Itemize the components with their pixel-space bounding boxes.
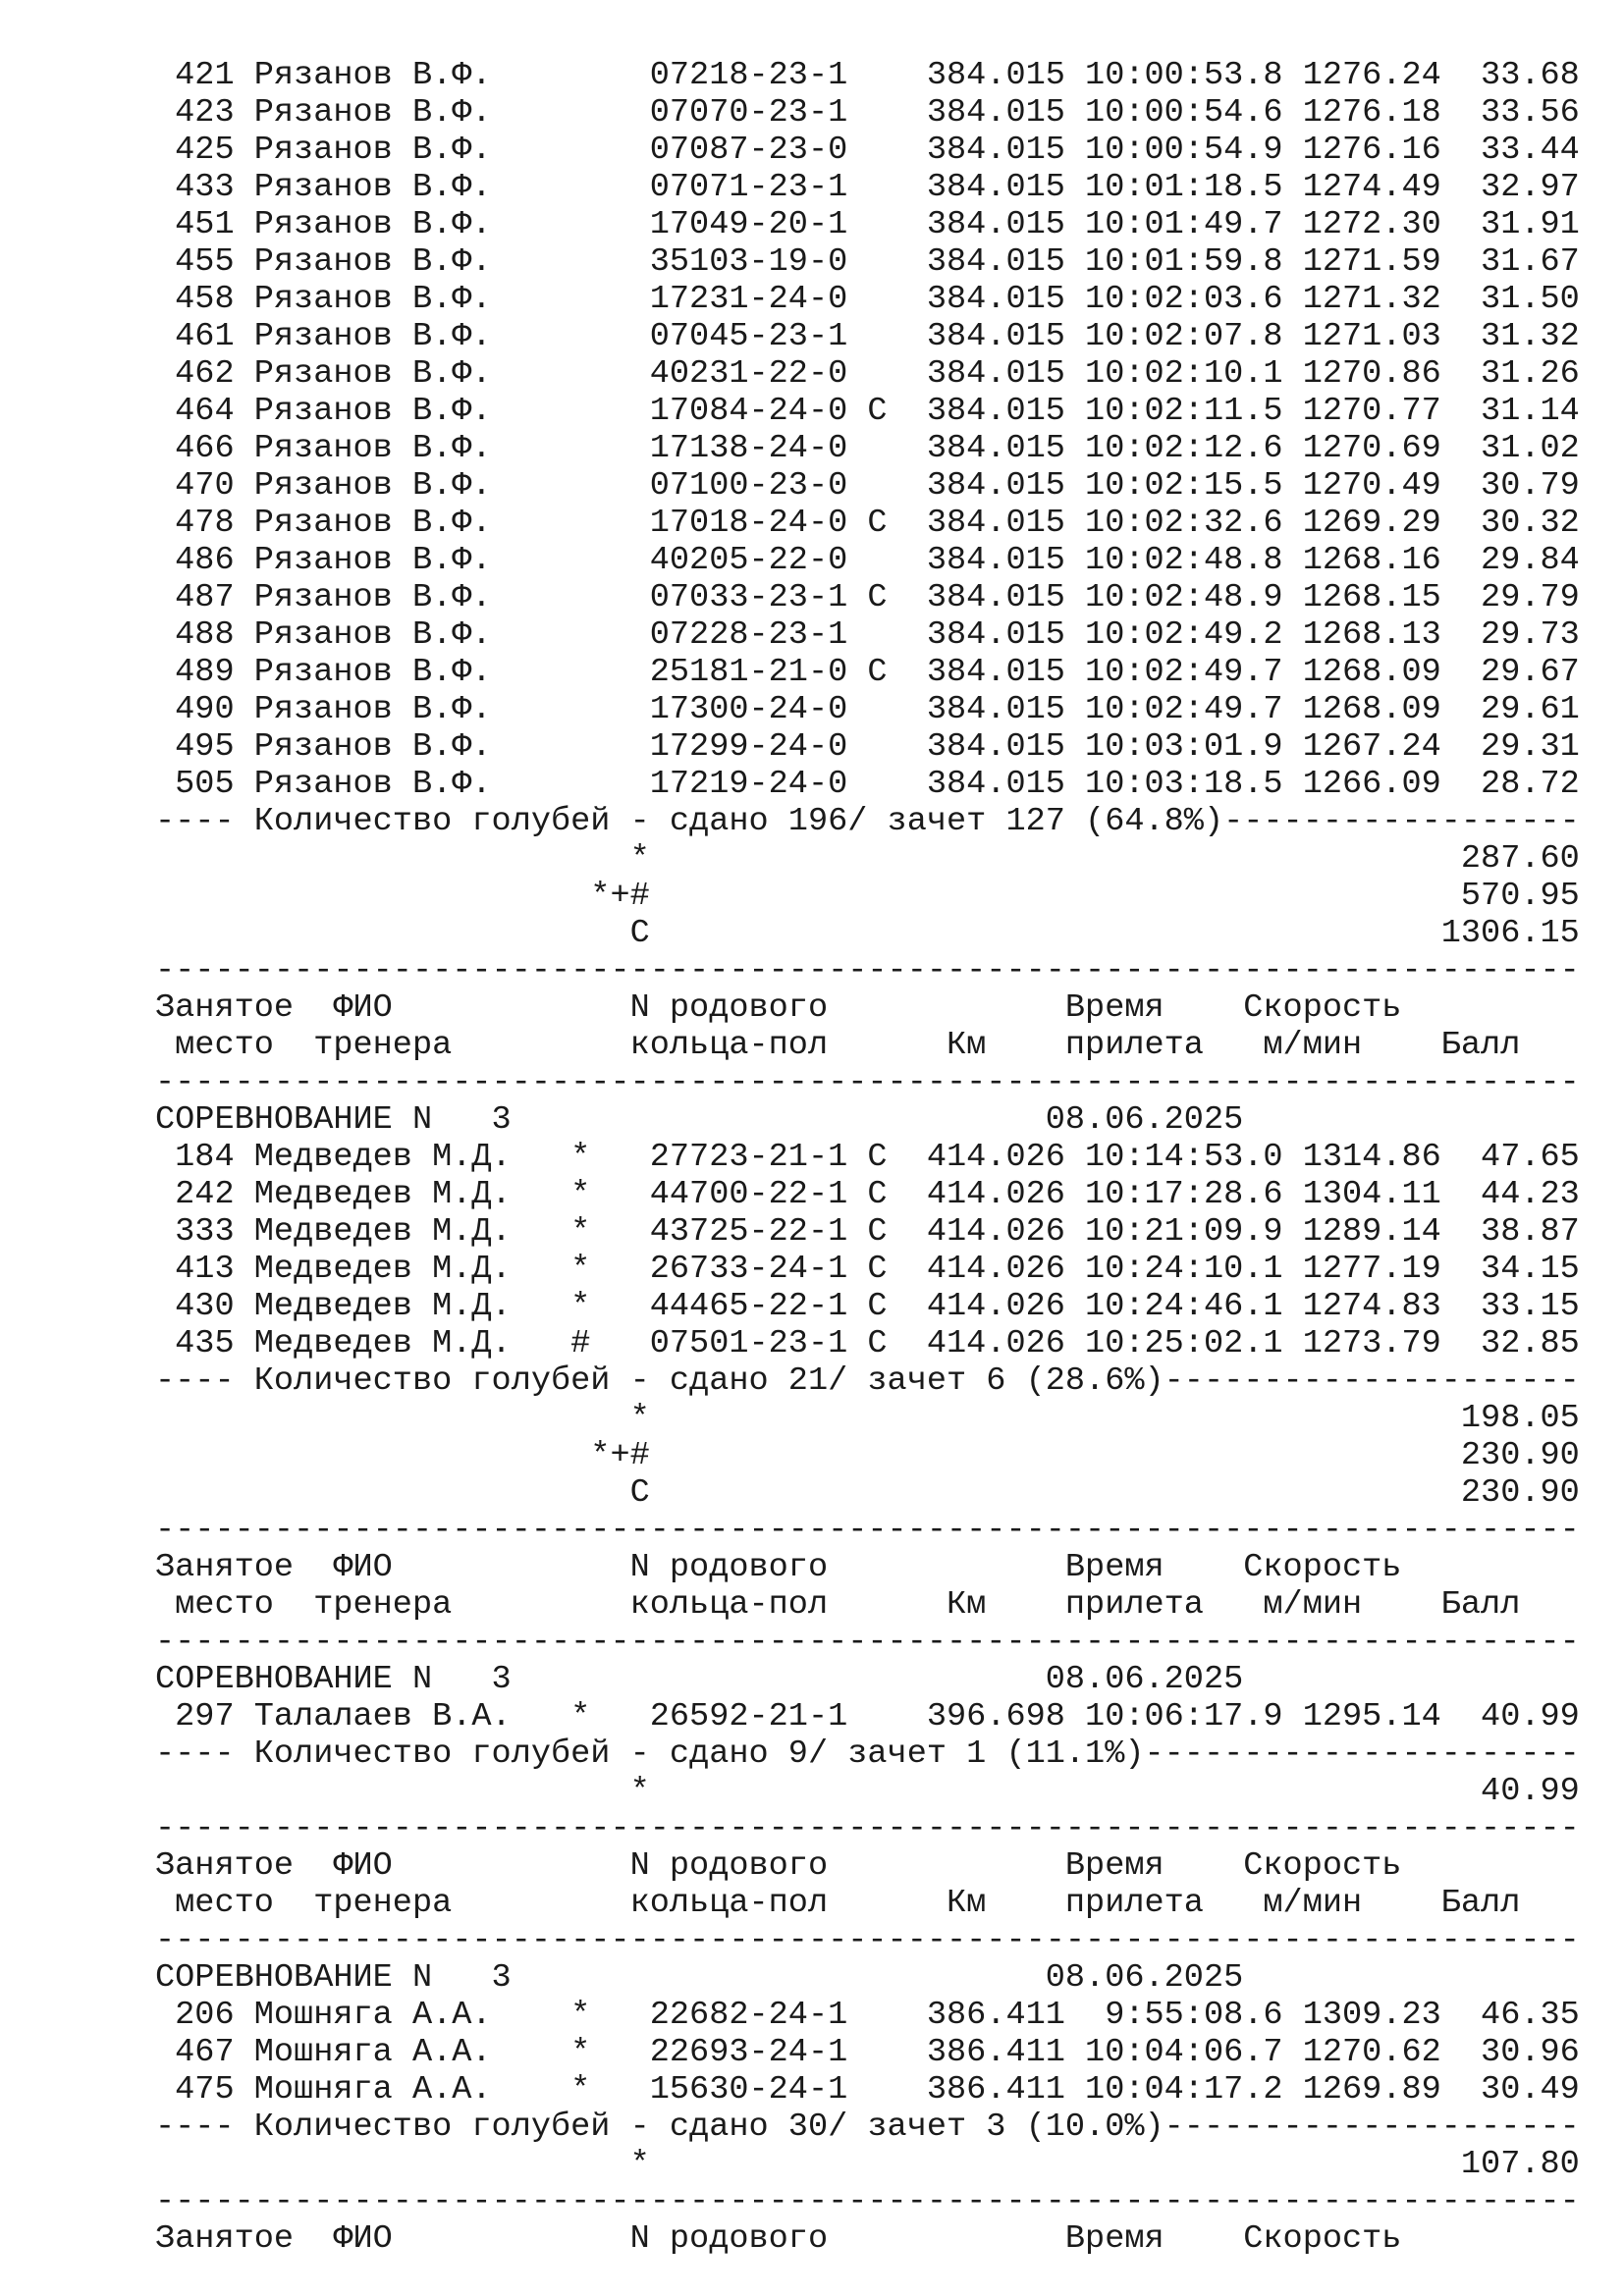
result-row: 455 Рязанов В.Ф. 35103-19-0 384.015 10:01:59.8 1271.59 31.67 xyxy=(155,243,1580,281)
separator-line: ------------------------------------------------------------------------ xyxy=(155,1624,1580,1661)
column-header: Занятое ФИО N родового Время Скорость xyxy=(155,2220,1402,2258)
summary-line: ---- Количество голубей - сдано 9/ зачет 1 (11.1%)---------------------- xyxy=(155,1735,1580,1773)
result-row: 475 Мошняга А.А. * 15630-24-1 386.411 10:04:17.2 1269.89 30.49 xyxy=(155,2071,1580,2109)
result-row: 206 Мошняга А.А. * 22682-24-1 386.411 9:55:08.6 1309.23 46.35 xyxy=(155,1997,1580,2034)
result-row: 487 Рязанов В.Ф. 07033-23-1 С 384.015 10:02:48.9 1268.15 29.79 xyxy=(155,579,1580,616)
subtotal-line: С 1306.15 xyxy=(155,915,1580,952)
column-header: место тренера кольца-пол Км прилета м/мин Балл xyxy=(155,1586,1521,1624)
result-row: 333 Медведев М.Д. * 43725-22-1 С 414.026 10:21:09.9 1289.14 38.87 xyxy=(155,1213,1580,1251)
result-row: 486 Рязанов В.Ф. 40205-22-0 384.015 10:02:48.8 1268.16 29.84 xyxy=(155,542,1580,579)
result-row: 423 Рязанов В.Ф. 07070-23-1 384.015 10:00:54.6 1276.18 33.56 xyxy=(155,94,1580,132)
column-header: Занятое ФИО N родового Время Скорость xyxy=(155,1549,1402,1586)
subtotal-line: С 230.90 xyxy=(155,1474,1580,1512)
result-row: 495 Рязанов В.Ф. 17299-24-0 384.015 10:03:01.9 1267.24 29.31 xyxy=(155,728,1580,766)
result-row: 297 Талалаев В.А. * 26592-21-1 396.698 10:06:17.9 1295.14 40.99 xyxy=(155,1698,1580,1735)
subtotal-line: * 287.60 xyxy=(155,840,1580,878)
column-header: место тренера кольца-пол Км прилета м/мин Балл xyxy=(155,1027,1521,1064)
separator-line: ------------------------------------------------------------------------ xyxy=(155,1512,1580,1549)
subtotal-line: *+# 570.95 xyxy=(155,878,1580,915)
separator-line: ------------------------------------------------------------------------ xyxy=(155,1810,1580,1847)
result-row: 466 Рязанов В.Ф. 17138-24-0 384.015 10:02:12.6 1270.69 31.02 xyxy=(155,430,1580,467)
result-row: 467 Мошняга А.А. * 22693-24-1 386.411 10:04:06.7 1270.62 30.96 xyxy=(155,2034,1580,2071)
result-row: 413 Медведев М.Д. * 26733-24-1 С 414.026 10:24:10.1 1277.19 34.15 xyxy=(155,1251,1580,1288)
column-header: Занятое ФИО N родового Время Скорость xyxy=(155,1847,1402,1885)
result-row: 488 Рязанов В.Ф. 07228-23-1 384.015 10:02:49.2 1268.13 29.73 xyxy=(155,616,1580,654)
result-row: 430 Медведев М.Д. * 44465-22-1 С 414.026 10:24:46.1 1274.83 33.15 xyxy=(155,1288,1580,1325)
subtotal-line: * 40.99 xyxy=(155,1773,1580,1810)
result-row: 470 Рязанов В.Ф. 07100-23-0 384.015 10:02:15.5 1270.49 30.79 xyxy=(155,467,1580,505)
column-header: Занятое ФИО N родового Время Скорость xyxy=(155,989,1402,1027)
results-printout xyxy=(155,57,1580,2258)
separator-line: ------------------------------------------------------------------------ xyxy=(155,1064,1580,1101)
summary-line: ---- Количество голубей - сдано 21/ зачет 6 (28.6%)--------------------- xyxy=(155,1362,1580,1400)
result-row: 478 Рязанов В.Ф. 17018-24-0 С 384.015 10:02:32.6 1269.29 30.32 xyxy=(155,505,1580,542)
result-row: 489 Рязанов В.Ф. 25181-21-0 С 384.015 10:02:49.7 1268.09 29.67 xyxy=(155,654,1580,691)
result-row: 461 Рязанов В.Ф. 07045-23-1 384.015 10:02:07.8 1271.03 31.32 xyxy=(155,318,1580,355)
result-row: 490 Рязанов В.Ф. 17300-24-0 384.015 10:02:49.7 1268.09 29.61 xyxy=(155,691,1580,728)
separator-line: ------------------------------------------------------------------------ xyxy=(155,1922,1580,1959)
result-row: 458 Рязанов В.Ф. 17231-24-0 384.015 10:02:03.6 1271.32 31.50 xyxy=(155,281,1580,318)
result-row: 242 Медведев М.Д. * 44700-22-1 С 414.026 10:17:28.6 1304.11 44.23 xyxy=(155,1176,1580,1213)
result-row: 435 Медведев М.Д. # 07501-23-1 С 414.026 10:25:02.1 1273.79 32.85 xyxy=(155,1325,1580,1362)
subtotal-line: * 107.80 xyxy=(155,2146,1580,2183)
separator-line: ------------------------------------------------------------------------ xyxy=(155,952,1580,989)
result-row: 421 Рязанов В.Ф. 07218-23-1 384.015 10:00:53.8 1276.24 33.68 xyxy=(155,57,1580,94)
result-row: 451 Рязанов В.Ф. 17049-20-1 384.015 10:01:49.7 1272.30 31.91 xyxy=(155,206,1580,243)
competition-header: СОРЕВНОВАНИЕ N 3 08.06.2025 xyxy=(155,1101,1244,1139)
subtotal-line: *+# 230.90 xyxy=(155,1437,1580,1474)
result-row: 505 Рязанов В.Ф. 17219-24-0 384.015 10:03:18.5 1266.09 28.72 xyxy=(155,766,1580,803)
competition-header: СОРЕВНОВАНИЕ N 3 08.06.2025 xyxy=(155,1661,1244,1698)
competition-header: СОРЕВНОВАНИЕ N 3 08.06.2025 xyxy=(155,1959,1244,1997)
result-row: 184 Медведев М.Д. * 27723-21-1 С 414.026 10:14:53.0 1314.86 47.65 xyxy=(155,1139,1580,1176)
subtotal-line: * 198.05 xyxy=(155,1400,1580,1437)
result-row: 464 Рязанов В.Ф. 17084-24-0 С 384.015 10:02:11.5 1270.77 31.14 xyxy=(155,393,1580,430)
result-row: 462 Рязанов В.Ф. 40231-22-0 384.015 10:02:10.1 1270.86 31.26 xyxy=(155,355,1580,393)
result-row: 433 Рязанов В.Ф. 07071-23-1 384.015 10:01:18.5 1274.49 32.97 xyxy=(155,169,1580,206)
result-row: 425 Рязанов В.Ф. 07087-23-0 384.015 10:00:54.9 1276.16 33.44 xyxy=(155,132,1580,169)
column-header: место тренера кольца-пол Км прилета м/мин Балл xyxy=(155,1885,1521,1922)
summary-line: ---- Количество голубей - сдано 196/ зачет 127 (64.8%)------------------ xyxy=(155,803,1580,840)
separator-line: ------------------------------------------------------------------------ xyxy=(155,2183,1580,2220)
summary-line: ---- Количество голубей - сдано 30/ зачет 3 (10.0%)--------------------- xyxy=(155,2109,1580,2146)
